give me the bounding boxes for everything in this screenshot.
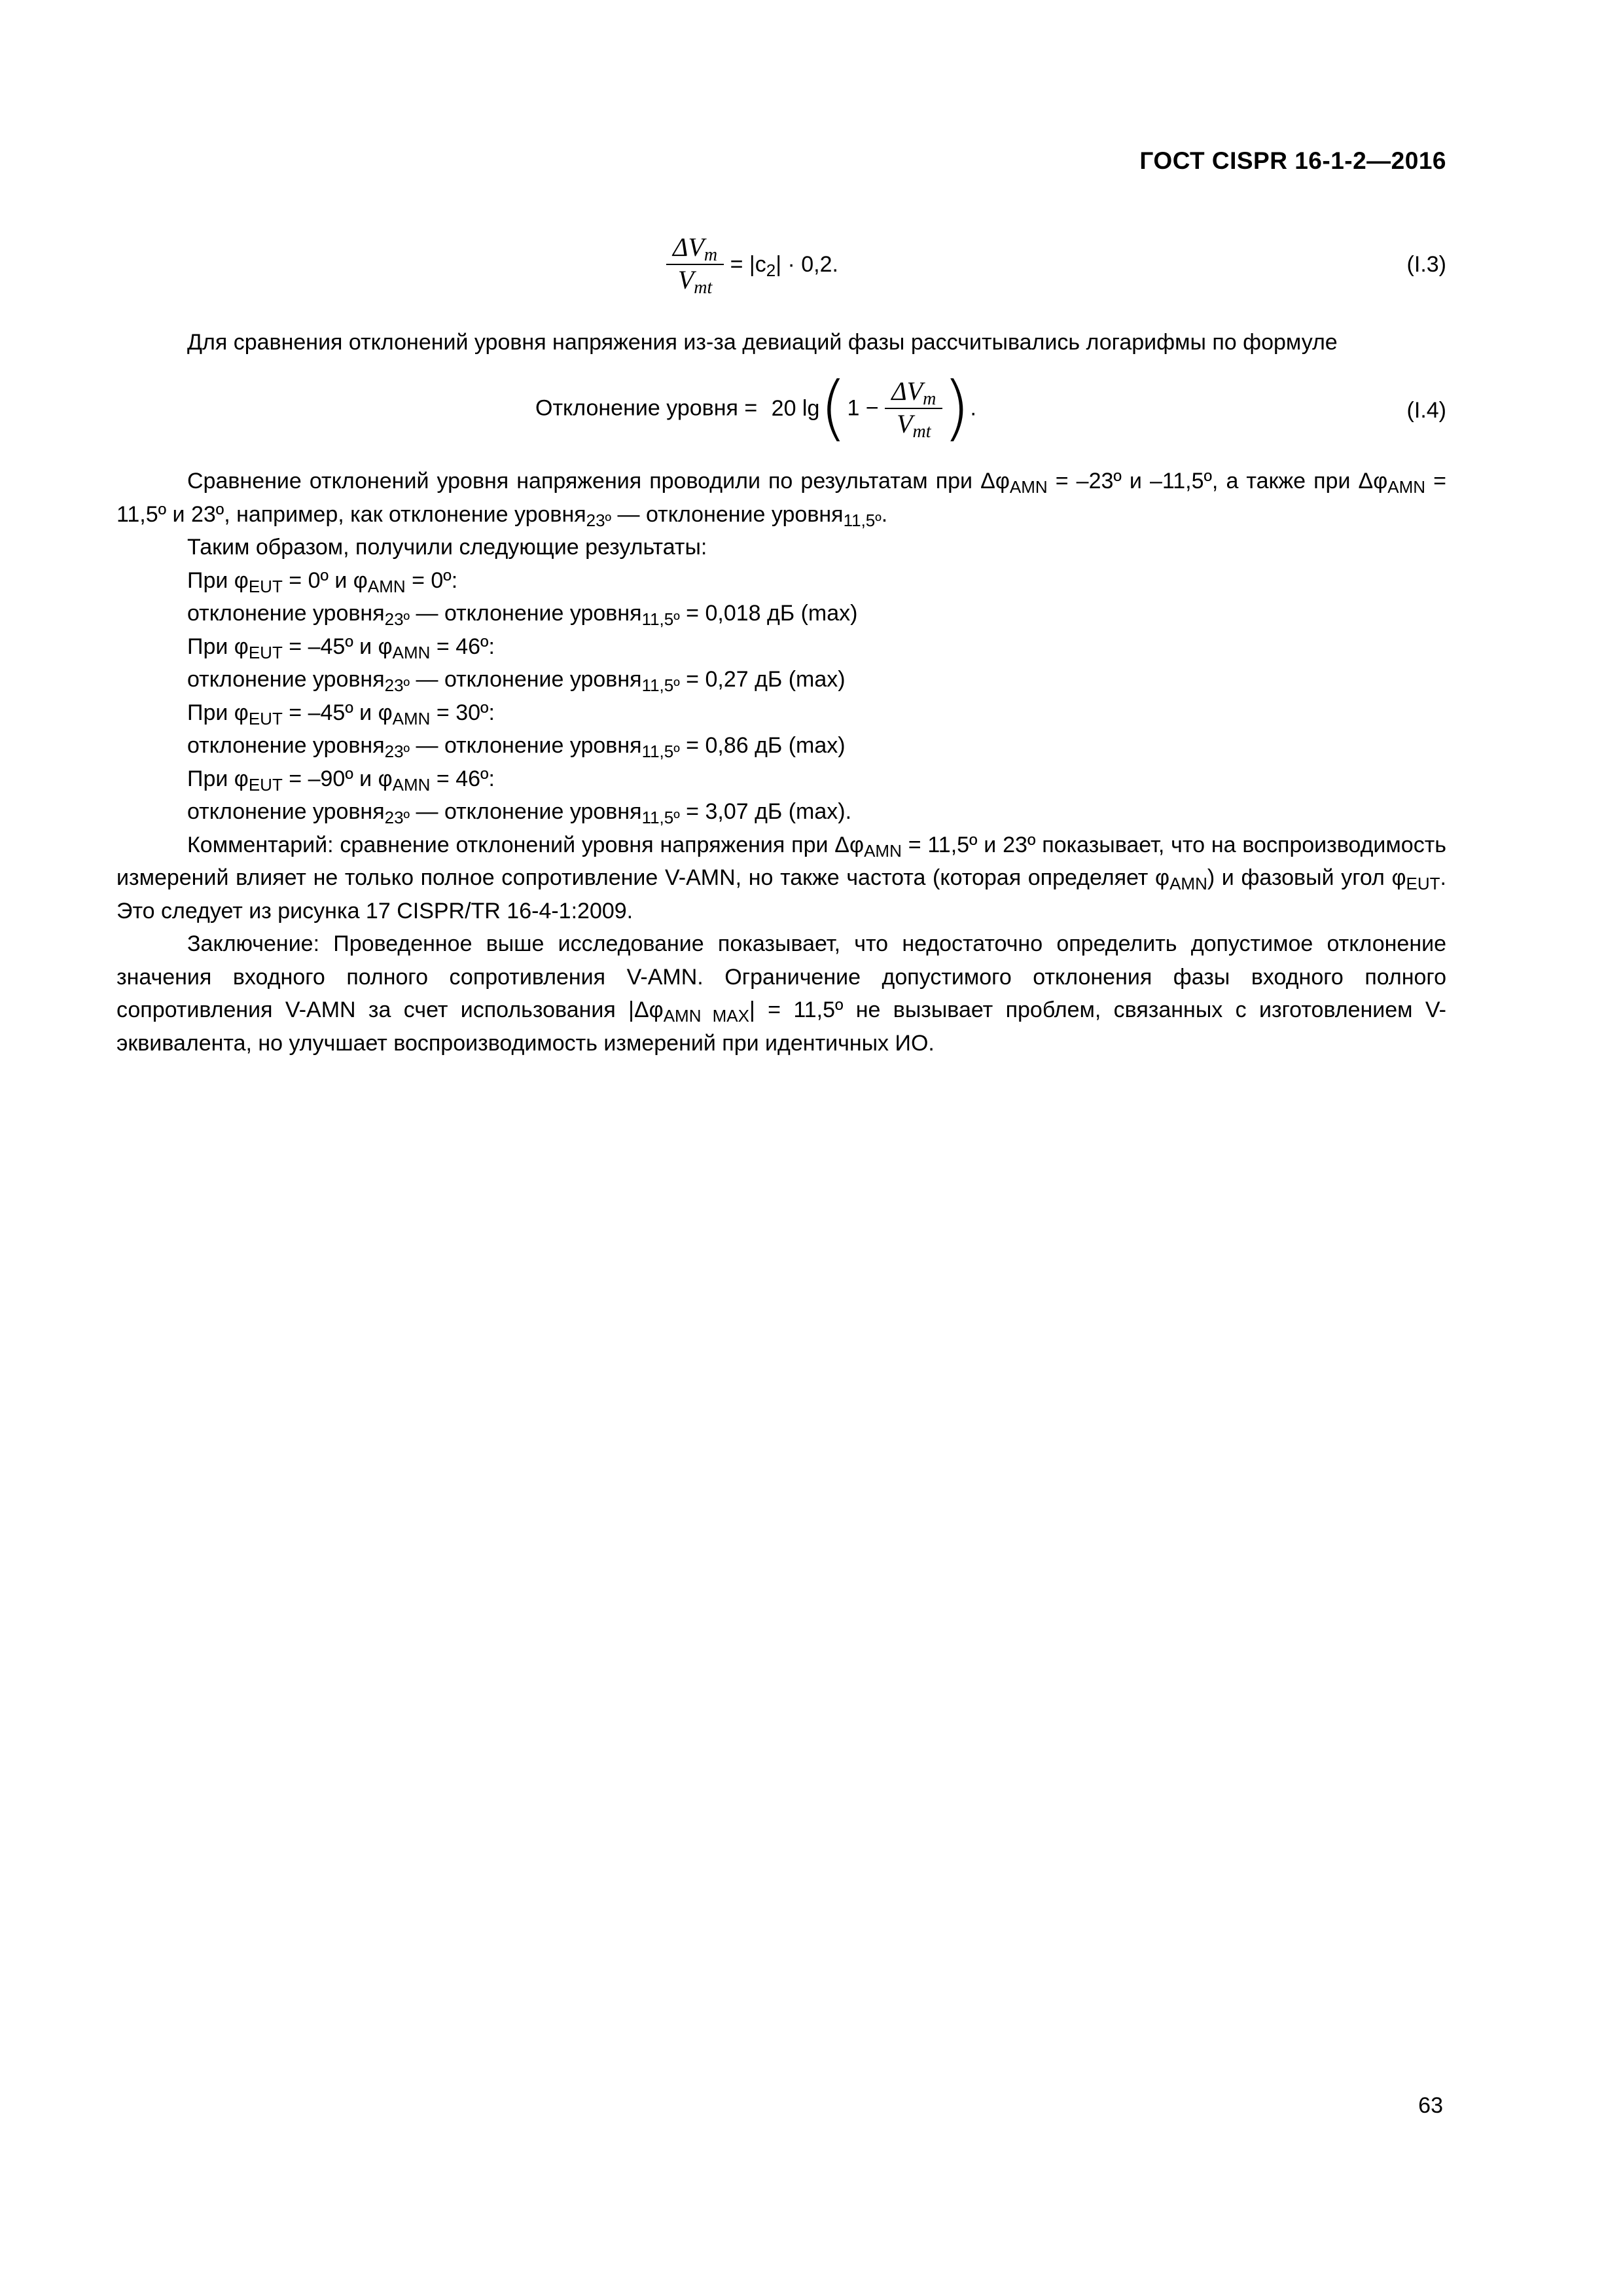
case-condition: При $\varphi_{EUT}$ = –90º и $\varphi_{AMN}$ = 46º: (187, 766, 495, 795)
formula-i4-fraction (885, 376, 942, 440)
formula-i4-left-paren: ( (819, 367, 847, 449)
formula-i4-prefix: 20 lg (771, 395, 820, 421)
formula-i3-numerator-sub: m (704, 245, 718, 265)
intro-paragraph (116, 326, 1446, 359)
case-result: отклонение уровня$_{23º}$ — отклонение уровня$_{11,5º}$ = 0,27 дБ (max) (187, 667, 846, 695)
formula-i3-denominator-sub: mt (694, 278, 713, 298)
formula-i4-numerator: ΔV (891, 376, 923, 406)
comment-paragraph: Комментарий: сравнение отклонений уровня напряжения при $\Delta\varphi_{AMN}$ = 11,5º и 23º показывает, что на воспроизводимость измерений влияет не только полное сопротивление V-AMN, но также частота (которая определяет $\varphi_{AMN}$) и фазовый угол $\varphi_{EUT}$. Это следует из рисунка 17 CISPR/TR 16-4-1:2009. (116, 832, 1446, 924)
formula-i4-right-paren: ) (942, 367, 971, 449)
conclusion-paragraph: Заключение: Проведенное выше исследование показывает, что недостаточно определить допустимое отклонение значения входного полного сопротивления V-AMN. Ограничение допустимого отклонения фазы входного полного сопротивления V-AMN за счет использования $|\Delta\varphi_{AMN MAX}|$ = 11,5º не вызывает проблем, связанных с изготовлением V-эквивалента, но улучшает воспроизводимость измерений при идентичных ИО. (116, 931, 1446, 1056)
case-result: отклонение уровня$_{23º}$ — отклонение уровня$_{11,5º}$ = 3,07 дБ (max). (187, 799, 852, 827)
case-result: отклонение уровня$_{23º}$ — отклонение уровня$_{11,5º}$ = 0,86 дБ (max) (187, 733, 846, 761)
formula-i3-numerator: ΔV (673, 232, 704, 262)
results-intro: Таким образом, получили следующие результаты: (187, 535, 707, 560)
case-condition: При $\varphi_{EUT}$ = –45º и $\varphi_{AMN}$ = 30º: (187, 700, 495, 728)
formula-i4-numerator-sub: m (923, 389, 936, 409)
body-text (116, 465, 1446, 1060)
formula-i3-fraction (666, 232, 724, 296)
formula-i3-denominator: V (677, 265, 694, 295)
case-result: отклонение уровня$_{23º}$ — отклонение уровня$_{11,5º}$ = 0,018 дБ (max) (187, 601, 858, 629)
formula-i4-denominator: V (897, 409, 913, 439)
document-header: ГОСТ CISPR 16-1-2—2016 (1139, 147, 1446, 174)
formula-i4-tail: . (970, 395, 976, 421)
formula-i4-one-minus: 1 − (847, 395, 879, 421)
formula-i4-label: Отклонение уровня = (535, 395, 758, 421)
formula-i4-denominator-sub: mt (912, 422, 931, 442)
formula-i3-rhs: = $|c_2| \cdot 0,2$. (730, 251, 838, 280)
case-condition: При $\varphi_{EUT}$ = 0º и $\varphi_{AMN}$ = 0º: (187, 567, 458, 596)
formula-i3-number: (I.3) (1406, 252, 1446, 277)
page-number: 63 (1418, 2093, 1443, 2118)
formula-i4-number: (I.4) (1406, 398, 1446, 423)
case-condition: При $\varphi_{EUT}$ = –45º и $\varphi_{AMN}$ = 46º: (187, 634, 495, 662)
intro-text: Для сравнения отклонений уровня напряжения из-за девиаций фазы рассчитывались логарифмы по формуле (187, 330, 1338, 355)
comparison-paragraph: Сравнение отклонений уровня напряжения проводили по результатам при $\Delta\varphi_{AMN}$ = –23º и –11,5º, а также при $\Delta\varphi_{AMN}$ = 11,5º и 23º, например, как отклонение уровня$_{23º}$ — отклонение уровня$_{11,5º}$. (116, 469, 1446, 530)
